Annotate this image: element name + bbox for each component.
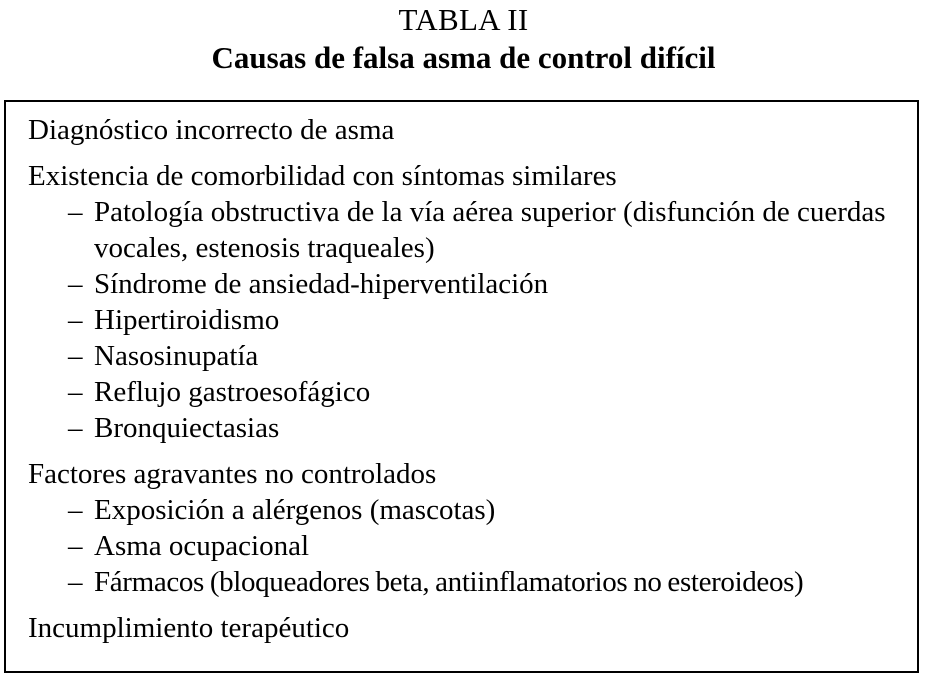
section-heading: Factores agravantes no controlados: [28, 458, 437, 490]
list-item: [28, 194, 908, 266]
dash-bullet: –: [68, 304, 83, 336]
item-text: Asma ocupacional: [94, 530, 310, 562]
item-list: [28, 492, 908, 600]
item-list: [28, 194, 908, 446]
list-item: [28, 410, 908, 446]
dash-bullet: –: [68, 530, 83, 562]
item-text: Reflujo gastroesofágico: [94, 376, 371, 408]
table-content: [28, 112, 908, 646]
section-factores: [28, 456, 908, 600]
list-item: [28, 374, 908, 410]
dash-bullet: –: [68, 196, 83, 228]
section-diagnostico: [28, 112, 908, 148]
list-item: [28, 492, 908, 528]
dash-bullet: –: [68, 340, 83, 372]
list-item: [28, 266, 908, 302]
section-incumplimiento: [28, 610, 908, 646]
item-text: Patología obstructiva de la vía aérea superior (disfunción de cuerdas vocales, estenosis traqueales): [94, 196, 886, 264]
list-item: [28, 338, 908, 374]
item-text: Síndrome de ansiedad-hiperventilación: [94, 268, 549, 300]
item-text: Nasosinupatía: [94, 340, 259, 372]
dash-bullet: –: [68, 412, 83, 444]
item-text: Hipertiroidismo: [94, 304, 280, 336]
table-label: TABLA II: [398, 2, 529, 37]
item-text: Bronquiectasias: [94, 412, 280, 444]
list-item: [28, 564, 908, 600]
list-item: [28, 528, 908, 564]
dash-bullet: –: [68, 494, 83, 526]
item-text: Exposición a alérgenos (mascotas): [94, 494, 496, 526]
section-heading: Diagnóstico incorrecto de asma: [28, 114, 395, 146]
dash-bullet: –: [68, 268, 83, 300]
item-text: Fármacos (bloqueadores beta, antiinflamatorios no esteroideos): [94, 566, 804, 598]
list-item: [28, 302, 908, 338]
dash-bullet: –: [68, 566, 83, 598]
table-title: Causas de falsa asma de control difícil: [211, 40, 716, 75]
section-comorbilidad: [28, 158, 908, 446]
section-heading: Existencia de comorbilidad con síntomas similares: [28, 160, 617, 192]
section-heading: Incumplimiento terapéutico: [28, 612, 350, 644]
dash-bullet: –: [68, 376, 83, 408]
